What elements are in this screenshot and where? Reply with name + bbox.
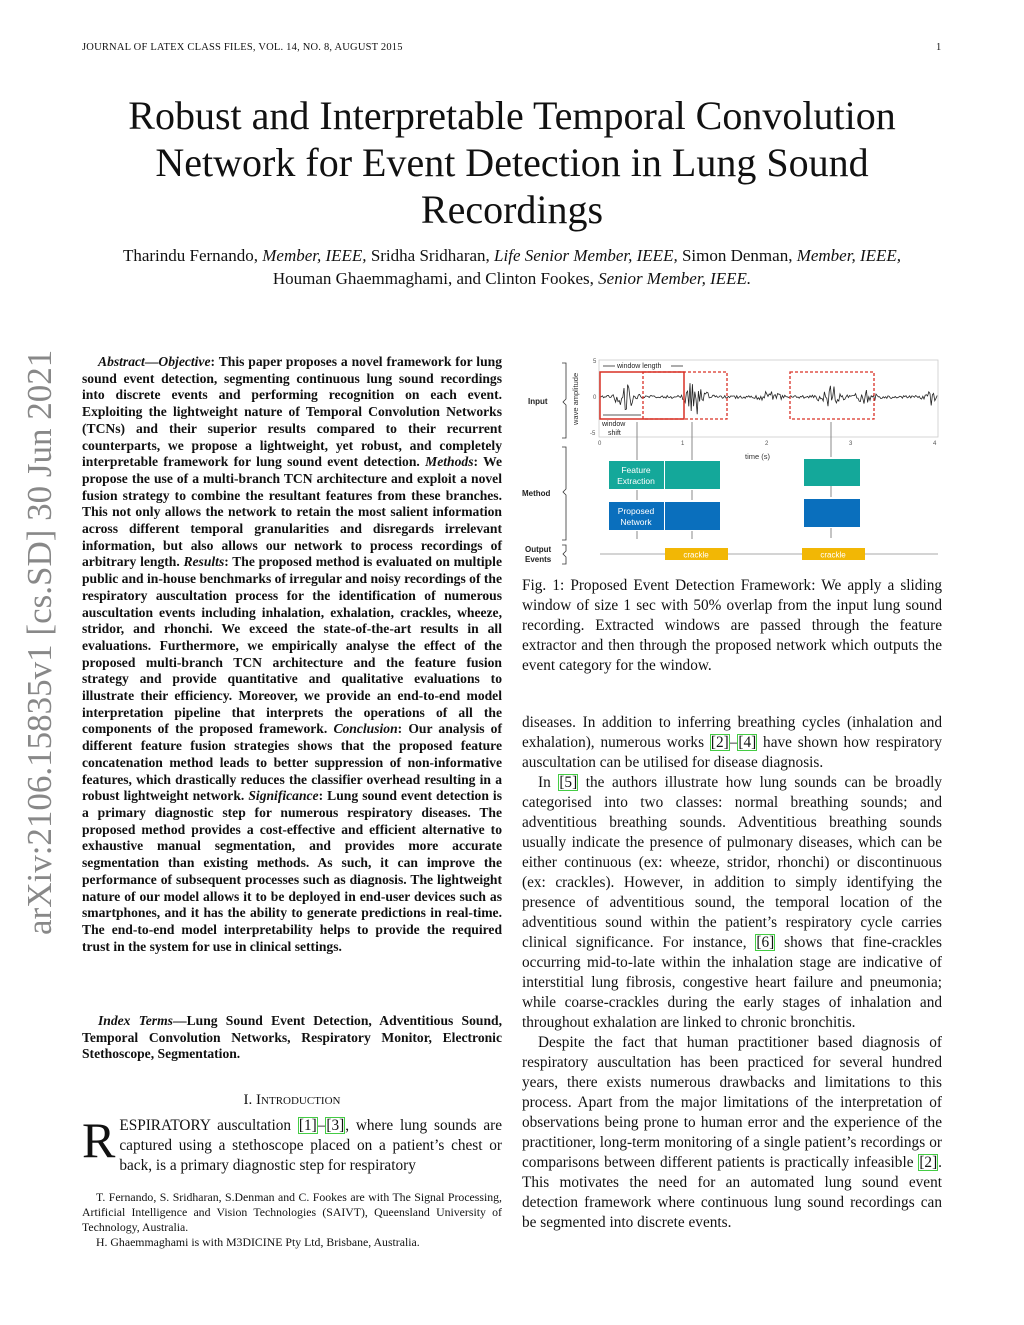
text-segment: Objective — [158, 354, 211, 369]
text-segment: – — [317, 1117, 326, 1134]
y-tick: 0 — [593, 395, 597, 401]
citation-link[interactable]: [2] — [710, 734, 729, 751]
text-segment: – — [729, 734, 738, 751]
row-label-method: Method — [522, 489, 551, 498]
text-segment: Life Senior Member, IEEE, — [494, 246, 678, 265]
x-tick: 0 — [598, 441, 602, 447]
text-segment: . This motivates the need for an automated lung sound event detection framework where continuous lung sound recordings can be segmented into discrete events. — [522, 1154, 942, 1231]
text-segment: , where lung sounds are captured using a stethoscope placed on a patient’s chest or back, is a primary diagnostic step for respiratory — [119, 1117, 502, 1174]
paragraph — [522, 713, 942, 773]
authors — [60, 244, 964, 290]
text-segment: Sridha Sridharan, — [366, 246, 495, 265]
window-length-label: window length — [617, 363, 662, 370]
figure-caption: Fig. 1: Proposed Event Detection Framework: We apply a sliding window of size 1 sec with 50% overlap from the input lung sound recording. Extracted windows are passed through the feature extractor and then through the proposed network which outputs the event category for the window. — [522, 577, 942, 674]
proposed-network-label: Proposed — [617, 506, 655, 516]
event-label: crackle — [683, 550, 709, 560]
row-label-output: Output — [525, 545, 552, 554]
citation-link[interactable]: [6] — [756, 934, 775, 951]
text-segment: Senior Member, IEEE. — [598, 269, 752, 288]
abstract-paragraph — [82, 354, 502, 955]
proposed-network-block — [665, 502, 720, 530]
footnote: T. Fernando, S. Sridharan, S.Denman and C. Fookes are with The Signal Processing, Artificial Intelligence and Vision Technologies (SAIVT), Queensland University of Technology, Australia. — [82, 1190, 502, 1234]
text-segment: have shown how respiratory auscultation can be utilised for disease diagnosis. — [522, 734, 942, 771]
abstract — [82, 354, 502, 955]
text-segment: —Lung Sound Event Detection, Adventitious Sound, Temporal Convolution Networks, Respiratory Monitor, Electronic Stethoscope, Segmentation. — [82, 1013, 502, 1062]
footnotes — [82, 1190, 502, 1250]
y-tick: -5 — [590, 431, 596, 437]
event-label: crackle — [820, 550, 846, 560]
text-segment: Despite the fact that human practitioner based diagnosis of respiratory auscultation has been practiced for several hundred years, there exists numerous drawbacks and limitations to this process. Apart from the major limitations of the interpretation of observations being prone to human error and the experience of the practitioner, long-term monitoring of a single patient’s recordings or comparisons between different patients is practically infeasible — [522, 1034, 942, 1171]
feature-extraction-block — [804, 459, 860, 486]
text-segment: In — [538, 774, 559, 791]
footnote: H. Ghaemmaghami is with M3DICINE Pty Ltd, Brisbane, Australia. — [96, 1235, 420, 1249]
feature-extraction-label: Feature — [621, 465, 651, 475]
text-segment: : This paper proposes a novel framework for lung sound event detection, segmenting continuous lung sound recordings into discrete events and performing recognition on each event. Exploiting the lightweight nature of Temporal Convolution Networks (TCNs) and their superior results compared to their recurrent counterparts, we propose a lightweight, yet robust, and completely interpretable framework for lung sound event detection. — [82, 354, 502, 470]
braces — [562, 363, 566, 564]
text-segment: — — [144, 354, 159, 369]
arxiv-identifier: arXiv:2106.15835v1 [cs.SD] 30 Jun 2021 — [20, 349, 59, 935]
row-label-input: Input — [528, 397, 548, 406]
x-axis-label: time (s) — [745, 452, 770, 461]
text-segment: : We propose the use of a multi-branch TCN architecture and exploit a novel fusion strategy to combine the resultant features from these branches. This not only allows the network to retain the most salient information across different temporal granularities and disregards irrelevant information, but also allows our network to process recordings of arbitrary length. — [82, 454, 502, 570]
dropcap: R — [82, 1112, 116, 1168]
text-segment: Abstract — [98, 354, 145, 369]
waveform — [600, 383, 937, 414]
text-segment: Houman Ghaemmaghami, and Clinton Fookes, — [272, 269, 599, 288]
citation-link[interactable]: [4] — [738, 734, 757, 751]
x-tick: 4 — [933, 441, 937, 447]
text-segment: Conclusion — [333, 721, 398, 737]
feature-extraction-block — [665, 461, 720, 489]
section-heading — [82, 1092, 502, 1109]
paragraph — [522, 1033, 942, 1233]
text-segment: shows that fine-crackles occurring mid-to-late within the inhalation stage are indicative of interstitial lung fibrosis, congestive heart failure and pneumonia; while coarse-crackles during the early stages of inhalation and throughout exhalation are linked to chronic bronchitis. — [522, 934, 943, 1031]
index-terms — [82, 1013, 502, 1063]
intro-text — [119, 1117, 502, 1174]
figure-1 — [520, 355, 945, 570]
y-axis-label: wave amplitude — [571, 372, 580, 425]
intro-paragraph — [82, 1112, 502, 1176]
window-shift-label: window — [602, 421, 626, 428]
text-segment: : Our analysis of different feature fusion strategies shows that the proposed feature concatenation method leads to better suppression of non-informative features, which drastically reduces the classifier overhead resulting in a robust lightweight network. — [82, 721, 502, 804]
text-segment: Methods — [425, 454, 474, 470]
text-segment: diseases. In addition to inferring breathing cycles (inhalation and exhalation), numerous works — [522, 714, 942, 751]
text-segment: Significance — [248, 788, 319, 804]
authors-line-1 — [60, 244, 964, 267]
text-segment: Results — [183, 554, 225, 570]
right-column-text — [522, 713, 942, 1233]
section-number: I. — [243, 1092, 257, 1108]
text-segment: Index Terms — [98, 1013, 173, 1028]
citation-link[interactable]: [3] — [326, 1117, 345, 1134]
proposed-network-label: Network — [620, 517, 652, 527]
text-segment: : Lung sound event detection is a primary diagnostic step for numerous respiratory diseases. The proposed method provides a cost-effective and efficient alternative to exhaustive manual segmentation, and provides more accurate segmentation than existing methods. As such, it can improve the performance of subsequent processes such as diagnosis. The lightweight nature of our model allows it to be deployed in end-user devices such as smartphones, and it has the ability to generate predictions in real-time. The end-to-end model interpretability helps to provide the required trust in the system for use in clinical settings. — [82, 788, 502, 954]
text-segment: : The proposed method is evaluated on multiple public and in-house benchmarks of irregular and noisy recordings of the respiratory auscultation process for the identification of numerous auscultation events including inhalation, exhalation, crackles, wheeze, stridor, and rhonchi. We exceed the state-of-the-art results in all evaluations. Furthermore, we empirically analyse the effect of the proposed multi-branch TCN architecture and the feature fusion strategy and provide quantitative and qualitative evaluations to illustrate their efficiency. Moreover, we provide an end-to-end model interpretation pipeline that interprets the operations of all the components of the proposed framework. — [82, 554, 502, 737]
feature-extraction-label: Extraction — [617, 476, 655, 486]
section-title: Introduction — [256, 1092, 341, 1108]
page-number: 1 — [936, 42, 942, 53]
citation-link[interactable]: [5] — [559, 774, 578, 791]
x-tick: 3 — [849, 441, 853, 447]
window-shift-label: shift — [608, 430, 621, 437]
y-tick: 5 — [593, 359, 597, 365]
citation-link[interactable]: [1] — [298, 1117, 317, 1134]
text-segment: Tharindu Fernando, — [122, 246, 263, 265]
authors-line-2 — [60, 267, 964, 290]
text-segment: Simon Denman, — [677, 246, 797, 265]
text-segment: Member, IEEE, — [796, 246, 902, 265]
x-tick: 1 — [681, 441, 685, 447]
text-segment: the authors illustrate how lung sounds can be broadly categorised into two classes: normal breathing sounds; and adventitious breathing sounds. Adventitious breathing sounds usually indicate the presence of pulmonary diseases, which can be either continuous (ex: wheeze, stridor, rhonchi) or discontinuous (ex: crackles). However, in addition to simply identifying the presence of adventitious sound, the temporal location of the adventitious sound within the patient’s respiratory cycle carries clinical significance. For instance, — [522, 774, 943, 951]
proposed-network-block — [804, 499, 860, 527]
running-header: JOURNAL OF LATEX CLASS FILES, VOL. 14, NO. 8, AUGUST 2015 — [82, 42, 403, 53]
paper-title: Robust and Interpretable Temporal Convolution Network for Event Detection in Lung Sound Recordings — [128, 93, 896, 232]
citation-link[interactable]: [2] — [919, 1154, 938, 1171]
text-segment: ESPIRATORY auscultation — [119, 1117, 298, 1134]
paragraph — [522, 773, 942, 1033]
x-tick: 2 — [765, 441, 769, 447]
text-segment: Member, IEEE, — [262, 246, 367, 265]
row-label-events: Events — [525, 555, 552, 564]
